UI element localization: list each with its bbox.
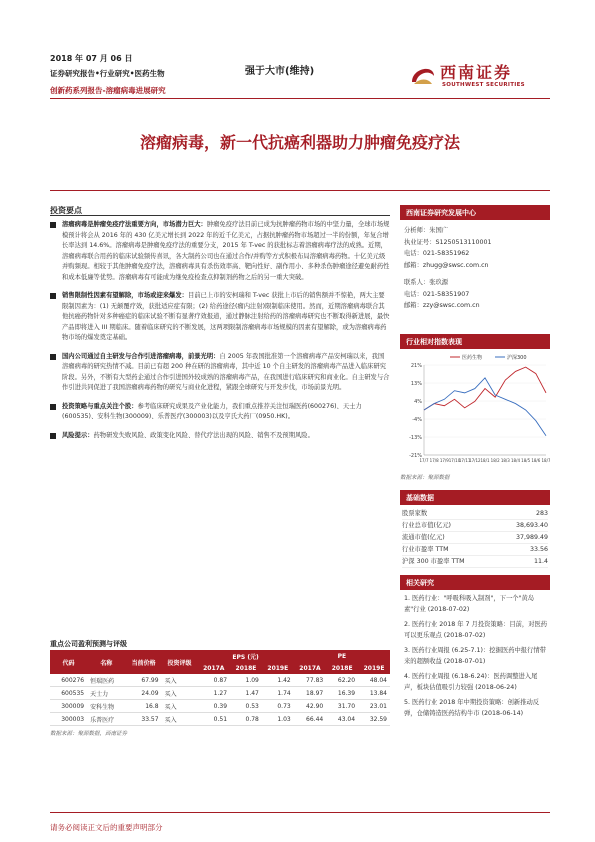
table-row bbox=[50, 700, 390, 713]
related-title: 相关研究 bbox=[400, 575, 550, 590]
table-cell: 62.20 bbox=[326, 674, 358, 687]
forecast-source: 数据来源：聚源数据，西南证券 bbox=[50, 731, 128, 737]
table-cell: 66.44 bbox=[294, 713, 327, 726]
x-tick-label: 18/4 bbox=[511, 458, 520, 463]
basic-data-key: 行业总市值(亿元) bbox=[402, 522, 451, 529]
y-tick-label: -21% bbox=[409, 453, 422, 459]
footer-disclaimer: 请务必阅读正文后的重要声明部分 bbox=[50, 823, 163, 832]
table-cell: 31.70 bbox=[326, 700, 358, 713]
analyst-line: 电话：021-58351962 bbox=[404, 250, 470, 257]
table-row bbox=[50, 687, 390, 700]
table-cell: 23.01 bbox=[358, 700, 390, 713]
summary-points bbox=[50, 220, 390, 449]
y-tick-label: -13% bbox=[409, 435, 422, 441]
point-text: 肿瘤免疫疗法目前已成为抗肿瘤药物市场的中坚力量，全球市场规模预计将会从 2016 年的 430 亿美元增长到 2022 年的近千亿美元，占据抗肿瘤药物市场超过一半的份额，年复合增长率达到 14.6%。溶瘤病毒是肿瘤免疫疗法的重要分支，2015 年 T-vec 的获批标志着溶瘤病毒疗法的成熟。近期，溶瘤病毒联合用药的临床试验频传喜讯，各大制药公司也在通过合作/并购等方式积极布局溶瘤病毒药物。十亿美元级并购频现。相较于其他肿瘤免疫疗法，溶瘤病毒具有杀伤效率高、靶向性好、副作用小、多种杀伤肿瘤途径避免耐药性和成本低廉等优势。溶瘤病毒有可能成为继免疫检查点抑制剂药物之后的另一重大突破。 bbox=[62, 221, 390, 281]
col-name: 名称 bbox=[87, 650, 126, 674]
contact-line: 联系人：张玖源 bbox=[404, 279, 449, 286]
x-tick-label: 18/7 bbox=[541, 458, 550, 463]
y-tick-label: -4% bbox=[412, 417, 422, 423]
table-cell: 买入 bbox=[162, 713, 198, 726]
col-year: 2017A bbox=[198, 663, 231, 674]
bullet-icon bbox=[50, 433, 56, 439]
basic-data-value: 11.4 bbox=[533, 558, 548, 565]
x-tick-label: 17/7 bbox=[419, 458, 429, 463]
col-rating: 投资评级 bbox=[162, 650, 198, 674]
table-cell: 13.84 bbox=[358, 687, 390, 700]
point-text: 目前已上市的安柯瑞和 T-vec 获批上市后的销售额并不惊艳，两大主要限制因素为：(1) 无颠覆疗效，获批适应症有限；(2) 给药途径(瘤内注射)限制临床使用。然而，近期溶瘤病毒联合其他抗癌药物针对多种癌症的临床试验不断有显著疗效报道，通过静脉注射给药的溶瘤病毒研究也不断取得新进展，最快产品即将进入 III 期临床。随着临床研究的不断发展，这两项限制溶瘤病毒市场规模的因素有望解除，或为溶瘤病毒药物市场的爆发奠定基础。 bbox=[62, 292, 390, 341]
table-cell: 0.87 bbox=[198, 674, 231, 687]
table-cell: 48.04 bbox=[358, 674, 390, 687]
table-cell: 600535 bbox=[50, 687, 87, 700]
x-tick-label: 17/12 bbox=[469, 458, 481, 463]
basic-data-row bbox=[402, 508, 548, 520]
basic-data-key: 股票家数 bbox=[402, 510, 428, 517]
x-tick-label: 17/8 bbox=[429, 458, 439, 463]
summary-point bbox=[50, 352, 390, 394]
header-rule bbox=[50, 98, 550, 99]
bullet-icon bbox=[50, 404, 56, 410]
point-lead: 风险提示： bbox=[62, 431, 94, 439]
table-cell: 0.51 bbox=[198, 713, 231, 726]
footer-rule bbox=[50, 812, 550, 813]
x-tick-label: 17/10 bbox=[448, 458, 461, 463]
table-cell: 买入 bbox=[162, 700, 198, 713]
logo-subtext: SOUTHWEST SECURITIES bbox=[442, 82, 525, 88]
index-chart-panel bbox=[400, 334, 550, 481]
bullet-icon bbox=[50, 354, 56, 360]
table-cell: 24.09 bbox=[126, 687, 162, 700]
summary-point bbox=[50, 220, 390, 283]
page-title: 溶瘤病毒，新一代抗癌利器助力肿瘤免疫疗法 bbox=[139, 133, 460, 152]
basic-data-value: 283 bbox=[535, 510, 548, 517]
report-series: 创新药系列报告-溶瘤病毒进展研究 bbox=[50, 86, 166, 95]
basic-data-row bbox=[402, 544, 548, 556]
summary-point bbox=[50, 291, 390, 344]
table-cell: 16.8 bbox=[126, 700, 162, 713]
summary-point bbox=[50, 431, 390, 442]
table-cell: 0.39 bbox=[198, 700, 231, 713]
basic-data-key: 沪深 300 市盈率 TTM bbox=[402, 558, 465, 565]
forecast-table bbox=[50, 650, 390, 726]
col-year: 2019E bbox=[262, 663, 294, 674]
table-cell: 16.39 bbox=[326, 687, 358, 700]
table-cell: 买入 bbox=[162, 674, 198, 687]
x-tick-label: 18/6 bbox=[531, 458, 541, 463]
point-text: 参考临床研究成果及产业化能力，我们重点推荐关注恒瑞医药(600276)、天士力(600535)、安科生物(300009)、乐普医疗(300003)以及亨氏大药厂(0950.HK)。 bbox=[62, 402, 362, 420]
forecast-table-wrap bbox=[50, 650, 390, 737]
related-item[interactable]: 4. 医药行业周报 (6.18-6.24)：医药调整进入尾声，板块估值吸引力较强 (2018-06-24) bbox=[404, 673, 538, 691]
summary-rule bbox=[50, 215, 390, 216]
related-research-panel bbox=[400, 575, 550, 723]
table-cell: 0.53 bbox=[230, 700, 262, 713]
point-lead: 投资策略与重点关注个股： bbox=[62, 402, 138, 410]
table-cell: 300003 bbox=[50, 713, 87, 726]
y-tick-label: 4% bbox=[414, 399, 422, 405]
basic-data-title: 基础数据 bbox=[400, 490, 550, 505]
y-tick-label: 21% bbox=[410, 363, 422, 369]
col-year: 2018E bbox=[326, 663, 358, 674]
col-year: 2017A bbox=[294, 663, 327, 674]
report-category: 证券研究报告•行业研究•医药生物 bbox=[50, 69, 165, 78]
table-cell: 33.57 bbox=[126, 713, 162, 726]
table-row bbox=[50, 674, 390, 687]
chart-title: 行业相对指数表现 bbox=[400, 334, 550, 349]
logo-text: 西南证券 bbox=[440, 63, 513, 82]
industry-rating: 强于大市(维持) bbox=[245, 66, 315, 77]
contact-line: 邮箱：zzy@swsc.com.cn bbox=[404, 302, 480, 309]
basic-data-key: 行业市盈率 TTM bbox=[402, 546, 449, 553]
basic-data-value: 38,693.40 bbox=[515, 522, 548, 529]
table-cell: 0.73 bbox=[262, 700, 294, 713]
analyst-line: 执业证号：S1250513110001 bbox=[404, 238, 492, 246]
col-price: 当前价格 bbox=[126, 650, 162, 674]
col-eps: EPS (元) bbox=[198, 650, 294, 663]
point-lead: 国内公司通过自主研发与合作引进溶瘤病毒，前景光明： bbox=[62, 352, 220, 360]
basic-data-value: 37,989.49 bbox=[515, 534, 548, 541]
related-item[interactable]: 3. 医药行业周报 (6.25-7.1)：挖掘医药中报行情带来的超额收益 (2018-07-01) bbox=[404, 647, 546, 665]
table-cell: 恒瑞医药 bbox=[87, 674, 126, 687]
table-cell: 600276 bbox=[50, 674, 87, 687]
summary-point bbox=[50, 402, 390, 423]
analyst-line: 分析师：朱国广 bbox=[404, 227, 449, 234]
table-cell: 32.59 bbox=[358, 713, 390, 726]
point-text: 自 2005 年我国批准第一个溶瘤病毒产品安柯瑞以来，我国溶瘤病毒的研究热情不减。目前已有超 200 种在研的溶瘤病毒，其中近 10 个自主研发的溶瘤病毒产品进入临床研究阶段。另外，不断有大型药企通过合作引进国外较成熟的溶瘤病毒产品，在我国进行临床研究和商业化。自主研发与合作引进共同促进了我国溶瘤病毒药物的研究与商业化进程，紧跟全球研究与开发步伐，市场前景光明。 bbox=[62, 352, 390, 391]
related-item[interactable]: 5. 医药行业 2018 年中期投资策略：创新推动反弹，仓储铸造医药结构牛市 (2018-06-14) bbox=[404, 699, 540, 717]
table-cell: 1.42 bbox=[262, 674, 294, 687]
series-line-0 bbox=[424, 367, 546, 410]
section-heading-summary: 投资要点 bbox=[50, 206, 82, 215]
series-line-1 bbox=[424, 378, 546, 436]
col-pe: PE bbox=[294, 650, 390, 663]
y-tick-label: 13% bbox=[410, 381, 422, 387]
table-cell: 天士力 bbox=[87, 687, 126, 700]
bullet-icon bbox=[50, 293, 56, 299]
table-cell: 1.47 bbox=[230, 687, 262, 700]
basic-data-row bbox=[402, 556, 548, 568]
x-tick-label: 17/11 bbox=[458, 458, 471, 463]
contact-line: 电话：021-58351907 bbox=[404, 290, 470, 298]
related-item[interactable]: 1. 医药行业："呼吸科吸入制剂"，下一个"黄岛素"行业 (2018-07-02) bbox=[404, 595, 535, 613]
point-lead: 溶瘤病毒是肿瘤免疫疗法重要方向，市场潜力巨大： bbox=[62, 221, 207, 228]
chart-source: 数据来源：聚源数据 bbox=[400, 475, 450, 481]
research-center-panel bbox=[400, 205, 550, 312]
table-cell: 乐普医疗 bbox=[87, 713, 126, 726]
basic-data-row bbox=[402, 532, 548, 544]
table-cell: 77.83 bbox=[294, 674, 327, 687]
basic-data-value: 33.56 bbox=[529, 546, 548, 553]
research-center-title: 西南证券研究发展中心 bbox=[400, 205, 550, 220]
point-text: 药物研发失败风险、政策变化风险、替代疗法出现的风险、销售不及预期风险。 bbox=[93, 431, 314, 439]
basic-data-panel bbox=[400, 490, 550, 568]
related-item[interactable]: 2. 医药行业 2018 年 7 月投资策略：目前，对医药可以更乐观点 (2018-07-02) bbox=[404, 621, 548, 639]
x-tick-label: 18/2 bbox=[490, 458, 500, 463]
table-cell: 买入 bbox=[162, 687, 198, 700]
table-cell: 1.74 bbox=[262, 687, 294, 700]
title-rule bbox=[50, 190, 550, 191]
x-tick-label: 18/1 bbox=[480, 458, 490, 463]
table-cell: 1.03 bbox=[262, 713, 294, 726]
table-cell: 43.04 bbox=[326, 713, 358, 726]
forecast-title: 重点公司盈利预测与评级 bbox=[50, 640, 127, 648]
x-tick-label: 17/9 bbox=[439, 458, 449, 463]
table-cell: 300009 bbox=[50, 700, 87, 713]
table-cell: 67.99 bbox=[126, 674, 162, 687]
point-lead: 销售限制性因素有望解除，市场或迎来爆发： bbox=[62, 292, 188, 299]
bullet-icon bbox=[50, 222, 56, 228]
logo-mark-icon bbox=[408, 60, 438, 90]
basic-data-row bbox=[402, 520, 548, 532]
col-code: 代码 bbox=[50, 650, 87, 674]
table-cell: 安科生物 bbox=[87, 700, 126, 713]
legend-label: 医药生物 bbox=[462, 355, 483, 361]
report-date: 2018 年 07 月 06 日 bbox=[50, 54, 133, 63]
table-cell: 1.27 bbox=[198, 687, 231, 700]
basic-data-key: 流通市值(亿元) bbox=[402, 534, 445, 541]
x-tick-label: 18/3 bbox=[500, 458, 510, 463]
table-row bbox=[50, 713, 390, 726]
col-year: 2018E bbox=[230, 663, 262, 674]
legend-label: 沪深300 bbox=[507, 355, 527, 361]
table-cell: 0.78 bbox=[230, 713, 262, 726]
table-cell: 1.09 bbox=[230, 674, 262, 687]
relative-index-chart bbox=[400, 351, 550, 471]
table-cell: 42.90 bbox=[294, 700, 327, 713]
x-tick-label: 18/5 bbox=[521, 458, 531, 463]
table-cell: 18.97 bbox=[294, 687, 327, 700]
analyst-line: 邮箱：zhugg@swsc.com.cn bbox=[404, 261, 489, 269]
col-year: 2019E bbox=[358, 663, 390, 674]
